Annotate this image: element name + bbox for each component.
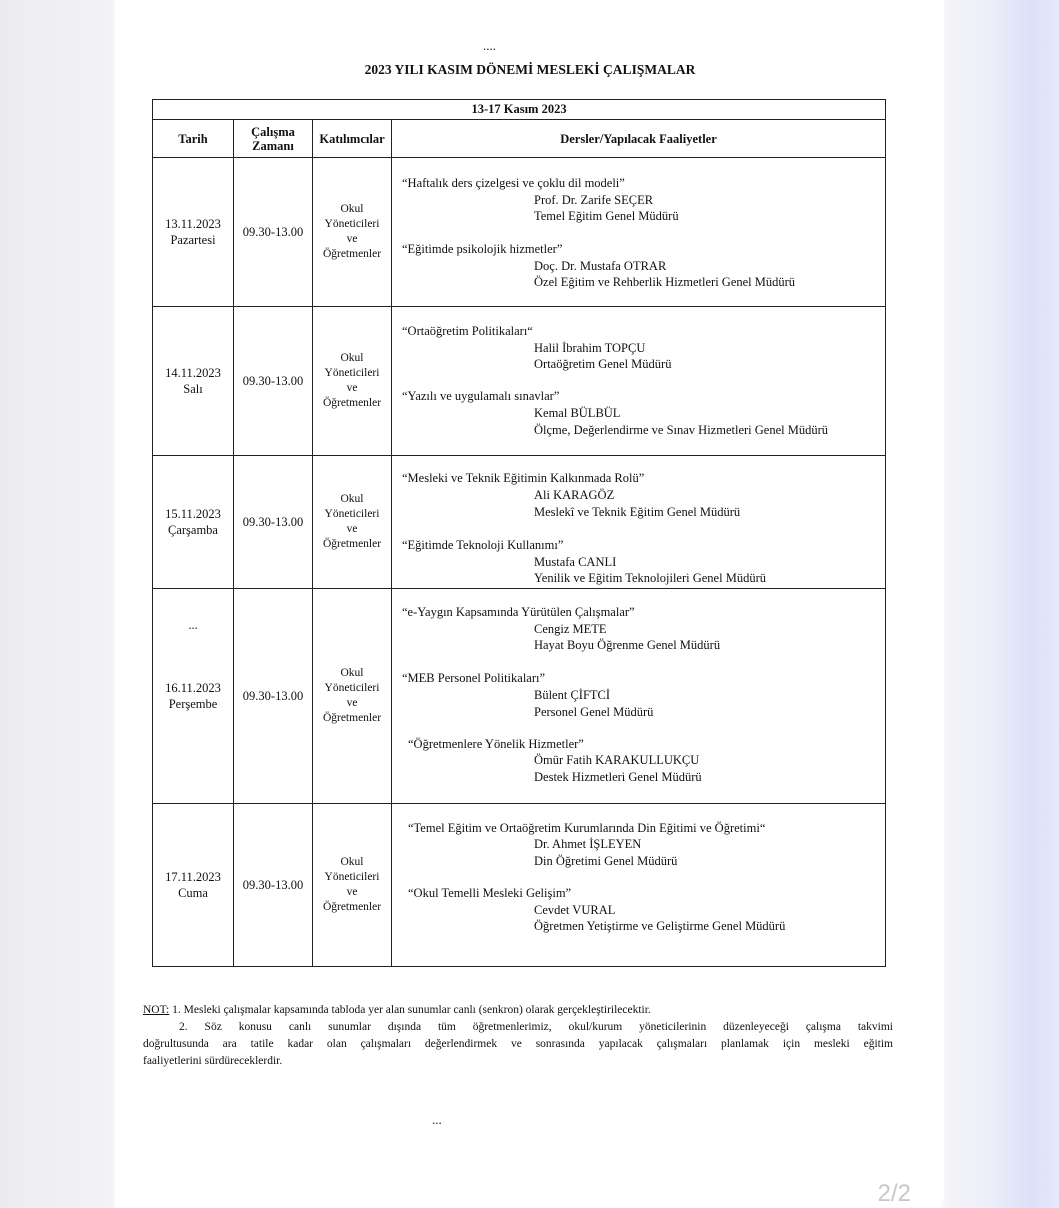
activities-cell [392, 589, 886, 804]
date: 13.11.2023 [165, 217, 221, 231]
time-cell: 09.30-13.00 [234, 456, 313, 589]
speaker-name: Kemal BÜLBÜL [534, 406, 621, 420]
bottom-ellipsis: ... [432, 1112, 442, 1127]
column-header-participants: Katılımcılar [313, 120, 392, 158]
participants-line: Öğretmenler [322, 538, 382, 550]
column-header-activities: Dersler/Yapılacak Faaliyetler [392, 120, 886, 158]
date: 14.11.2023 [165, 366, 221, 380]
session-title: “Eğitimde psikolojik hizmetler” [402, 242, 563, 256]
time-cell: 09.30-13.00 [234, 158, 313, 307]
participants-line: Yöneticileri [324, 871, 380, 883]
date-cell [153, 307, 234, 456]
participants-line: Yöneticileri [324, 508, 380, 520]
speaker-name: Ali KARAGÖZ [534, 488, 615, 502]
participants-line: ve [346, 523, 358, 535]
date: 15.11.2023 [165, 507, 221, 521]
activities-cell [392, 158, 886, 307]
speaker-role: Din Öğretimi Genel Müdürü [534, 854, 678, 868]
participants-cell [313, 804, 392, 967]
speaker-role: Özel Eğitim ve Rehberlik Hizmetleri Genel Müdürü [534, 275, 796, 289]
participants-line: Okul [340, 493, 364, 505]
participants-line: Öğretmenler [322, 397, 382, 409]
participants-line: ve [346, 382, 358, 394]
day-name: Perşembe [168, 697, 218, 711]
participants-line: ve [346, 233, 358, 245]
time-cell: 09.30-13.00 [234, 307, 313, 456]
session-title: “Eğitimde Teknoloji Kullanımı” [402, 538, 564, 552]
participants-line: Yöneticileri [324, 367, 380, 379]
top-ellipsis: .... [483, 38, 496, 53]
speaker-name: Bülent ÇİFTCİ [534, 688, 611, 702]
activities-cell [392, 307, 886, 456]
schedule-table [152, 99, 886, 967]
speaker-role: Ortaöğretim Genel Müdürü [534, 357, 672, 371]
table-row [153, 589, 886, 804]
participants-line: ve [346, 886, 358, 898]
speaker-role: Personel Genel Müdürü [534, 705, 654, 719]
document-title: 2023 YILI KASIM DÖNEMİ MESLEKİ ÇALIŞMALAR [364, 62, 696, 77]
participants-line: Öğretmenler [322, 248, 382, 260]
speaker-role: Meslekî ve Teknik Eğitim Genel Müdürü [534, 505, 741, 519]
page-number: 2/2 [877, 1180, 911, 1207]
note-item-2-line-2: doğrultusunda ara tatile kadar olan çalışmaları değerlendirmek ve sonrasında yapılacak çalışmaları planlamak için mesleki eğitim [143, 1038, 893, 1050]
note-item-2-line-1: 2. Söz konusu canlı sunumlar dışında tüm öğretmenlerimiz, okul/kurum yöneticilerinin düzenleyeceği çalışma takvimi [179, 1021, 893, 1033]
participants-cell [313, 456, 392, 589]
participants-line: ve [346, 697, 358, 709]
row-ellipsis: ... [188, 618, 198, 632]
time-cell: 09.30-13.00 [234, 589, 313, 804]
participants-line: Yöneticileri [324, 682, 380, 694]
participants-line: Yöneticileri [324, 218, 380, 230]
participants-cell [313, 307, 392, 456]
participants-line: Okul [340, 667, 364, 679]
speaker-name: Doç. Dr. Mustafa OTRAR [534, 259, 667, 273]
date-cell [153, 456, 234, 589]
speaker-role: Destek Hizmetleri Genel Müdürü [534, 770, 702, 784]
date-cell [153, 589, 234, 804]
speaker-role: Yenilik ve Eğitim Teknolojileri Genel Müdürü [534, 571, 766, 585]
participants-line: Öğretmenler [322, 712, 382, 724]
participants-cell [313, 589, 392, 804]
speaker-name: Prof. Dr. Zarife SEÇER [534, 193, 654, 207]
week-range-header: 13-17 Kasım 2023 [153, 100, 886, 120]
speaker-name: Cengiz METE [534, 622, 607, 636]
participants-line: Okul [340, 352, 364, 364]
participants-line: Okul [340, 856, 364, 868]
date-cell [153, 158, 234, 307]
session-title: “e-Yaygın Kapsamında Yürütülen Çalışmalar” [402, 605, 635, 619]
note-line-1 [143, 1002, 893, 1019]
speaker-name: Dr. Ahmet İŞLEYEN [534, 837, 642, 851]
table-row [153, 456, 886, 589]
column-header-time-line2: Zamanı [252, 138, 294, 153]
session-title: “Okul Temelli Mesleki Gelişim” [408, 886, 572, 900]
speaker-name: Cevdet VURAL [534, 903, 616, 917]
session-title: “Temel Eğitim ve Ortaöğretim Kurumlarında Din Eğitimi ve Öğretimi“ [408, 821, 766, 835]
date-cell [153, 804, 234, 967]
speaker-name: Halil İbrahim TOPÇU [534, 341, 646, 355]
speaker-role: Öğretmen Yetiştirme ve Geliştirme Genel Müdürü [534, 919, 786, 933]
day-name: Salı [183, 382, 203, 396]
column-header-time-line1: Çalışma [251, 124, 295, 139]
speaker-name: Mustafa CANLI [534, 555, 617, 569]
column-header-date: Tarih [153, 120, 234, 158]
day-name: Çarşamba [168, 523, 218, 537]
day-name: Pazartesi [170, 233, 216, 247]
speaker-name: Ömür Fatih KARAKULLUKÇU [534, 753, 700, 767]
participants-line: Öğretmenler [322, 901, 382, 913]
session-title: “Yazılı ve uygulamalı sınavlar” [402, 389, 560, 403]
date: 17.11.2023 [165, 870, 221, 884]
column-header-time [234, 120, 313, 158]
activities-cell [392, 804, 886, 967]
speaker-role: Ölçme, Değerlendirme ve Sınav Hizmetleri Genel Müdürü [534, 423, 829, 437]
table-row [153, 158, 886, 307]
participants-line: Okul [340, 203, 364, 215]
participants-cell [313, 158, 392, 307]
date: 16.11.2023 [165, 681, 221, 695]
session-title: “Haftalık ders çizelgesi ve çoklu dil modeli” [402, 176, 625, 190]
speaker-role: Temel Eğitim Genel Müdürü [534, 209, 679, 223]
day-name: Cuma [178, 886, 208, 900]
activities-cell [392, 456, 886, 589]
note-item-1: 1. Mesleki çalışmalar kapsamında tabloda yer alan sunumlar canlı (senkron) olarak gerçekleştirilecektir. [169, 1004, 651, 1016]
note-label: NOT: [143, 1004, 170, 1016]
session-title: “MEB Personel Politikaları” [402, 671, 546, 685]
session-title: “Öğretmenlere Yönelik Hizmetler” [408, 737, 584, 751]
note-item-2-line-3: faaliyetlerini sürdüreceklerdir. [143, 1055, 283, 1067]
session-title: “Mesleki ve Teknik Eğitimin Kalkınmada Rolü” [402, 471, 645, 485]
session-title: “Ortaöğretim Politikaları“ [402, 324, 533, 338]
table-row [153, 307, 886, 456]
speaker-role: Hayat Boyu Öğrenme Genel Müdürü [534, 638, 721, 652]
time-cell: 09.30-13.00 [234, 804, 313, 967]
table-row [153, 804, 886, 967]
